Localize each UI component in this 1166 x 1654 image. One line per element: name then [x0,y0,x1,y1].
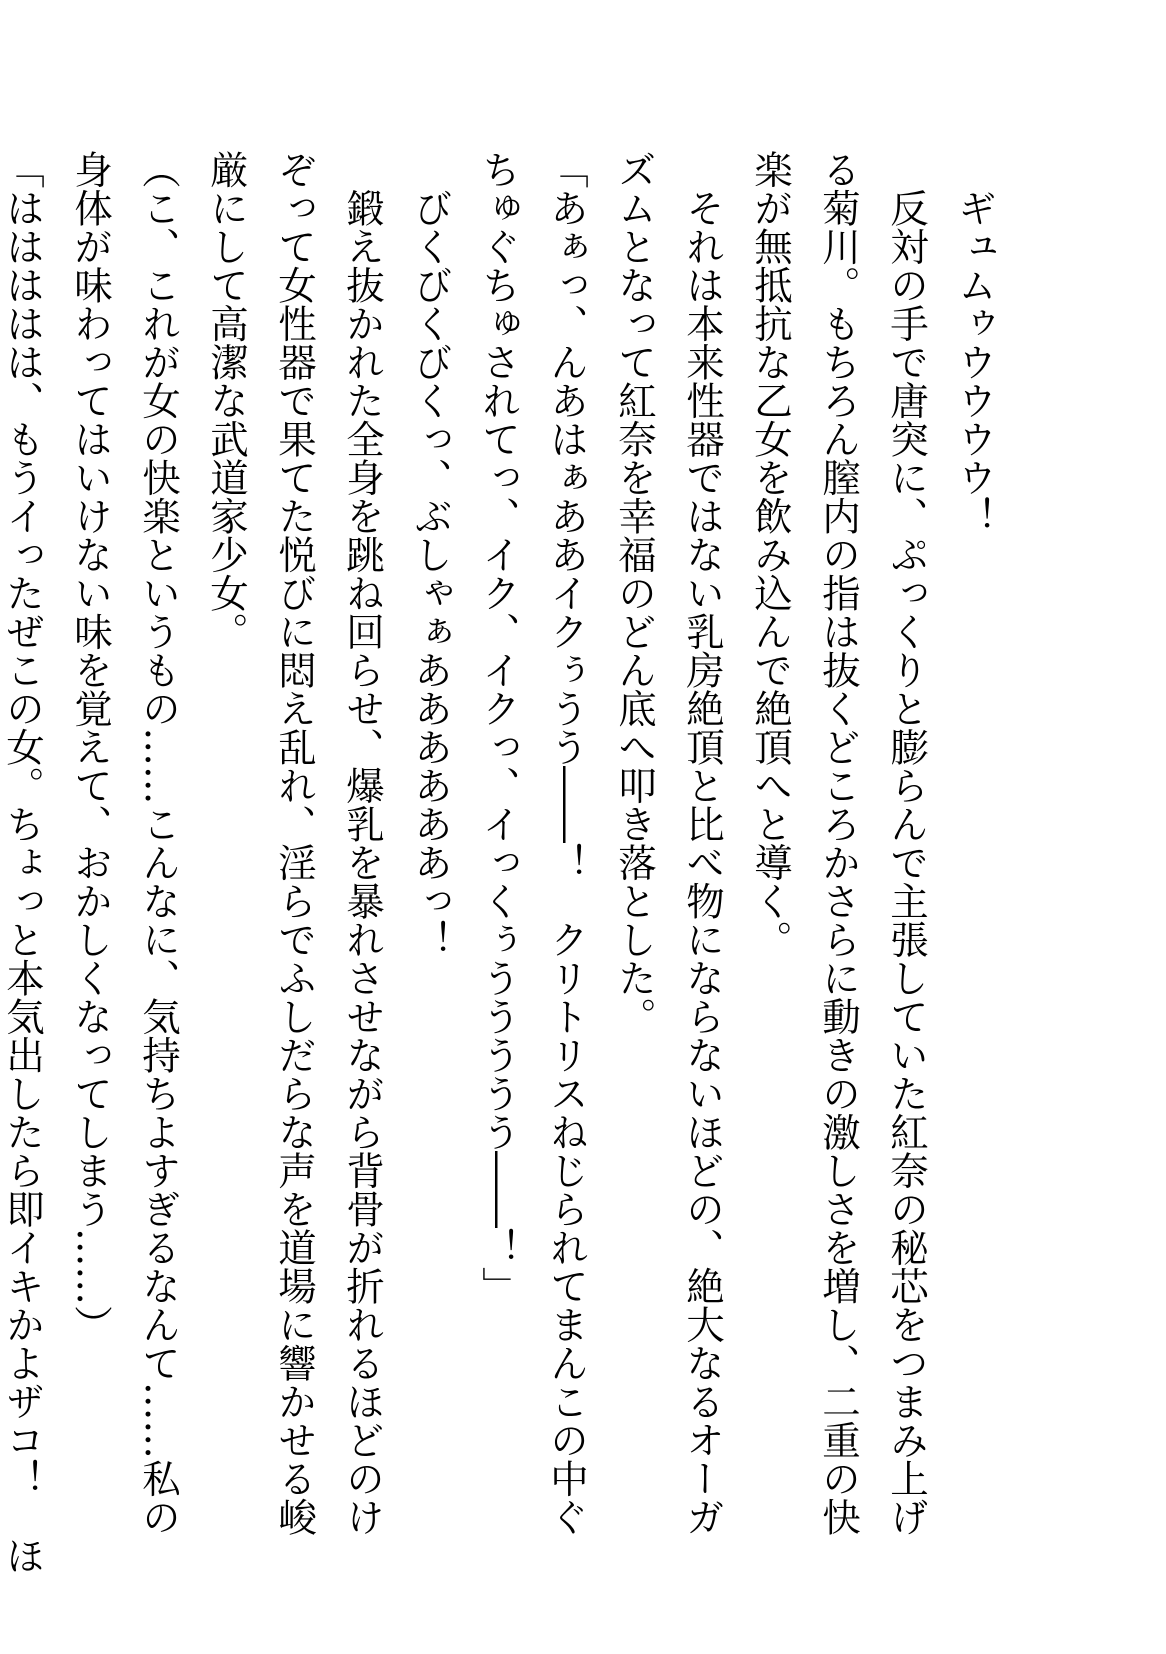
text-line-7: 「あぁっ、んあはぁああイクぅうう――！ クリトリスねじられてまんこの中ぐ [544,150,589,1536]
text-line-13: （こ、これが女の快楽というもの……こんなに、気持ちよすぎるなんて……私の [136,150,181,1536]
text-line-9: びくびくびくっ、ぶしゃぁああああああっ！ [408,150,453,959]
text-line-11: ぞって女性器で果てた悦びに悶え乱れ、淫らでふしだらな声を道場に響かせる峻 [272,150,317,1536]
text-line-15: 「ははははは、もうイったぜこの女。ちょっと本気出したら即イキかよザコ！ ほ [0,150,45,1575]
text-line-4: 楽が無抵抗な乙女を飲み込んで絶頂へと導く。 [748,150,793,959]
text-line-6: ズムとなって紅奈を幸福のどん底へ叩き落とした。 [612,150,657,1036]
text-line-12: 厳にして高潔な武道家少女。 [204,150,249,651]
text-line-10: 鍛え抜かれた全身を跳ね回らせ、爆乳を暴れさせながら背骨が折れるほどのけ [340,150,385,1536]
text-line-5: それは本来性器ではない乳房絶頂と比べ物にならないほどの、絶大なるオーガ [680,150,725,1536]
vertical-text-body [0,150,1008,1575]
text-line-1: ギュムゥウウウウ！ [952,150,997,535]
text-line-14: 身体が味わってはいけない味を覚えて、おかしくなってしまう……） [68,150,113,1344]
text-line-3: る菊川。もちろん膣内の指は抜くどころかさらに動きの激しさを増し、二重の快 [816,150,861,1536]
text-line-2: 反対の手で唐突に、ぷっくりと膨らんで主張していた紅奈の秘芯をつまみ上げ [884,150,929,1536]
text-line-8: ちゅぐちゅされてっ、イク、イクっ、イっくぅううううう――！」 [476,150,521,1305]
